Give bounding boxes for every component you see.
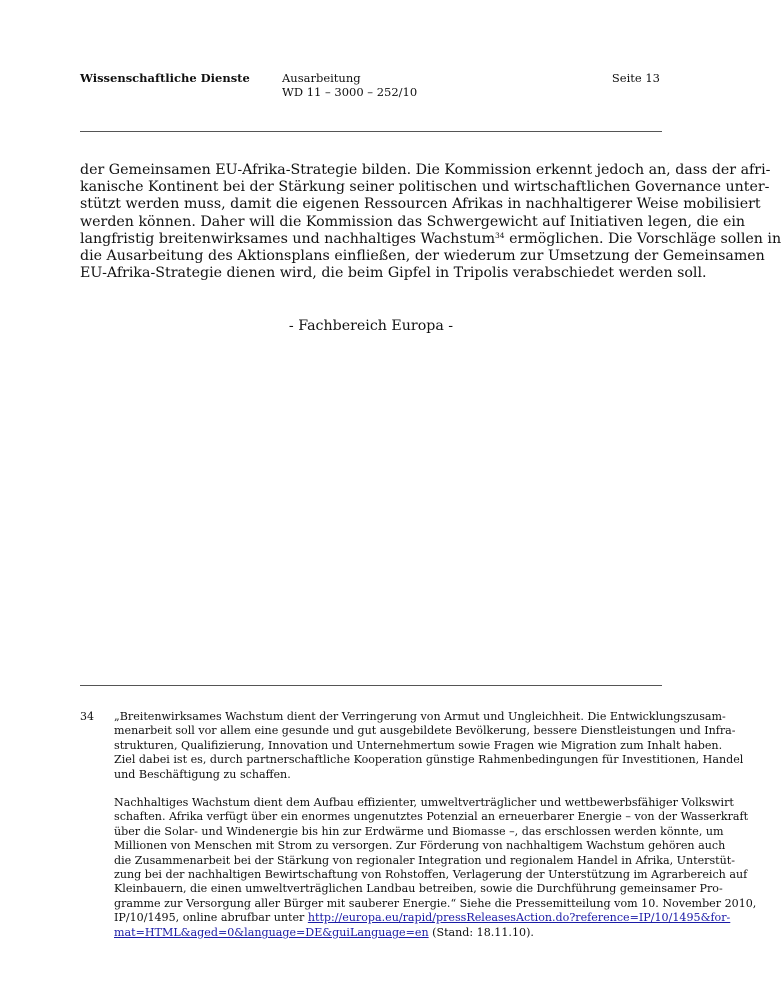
body-line: EU-Afrika-Strategie dienen wird, die beim Gipfel in Tripolis verabschiedet werden soll. bbox=[80, 265, 707, 282]
footnote-line: Kleinbauern, die einen umweltverträglichen Landbau betreiben, sowie die Durchführung gemeinsamer Pro- bbox=[114, 882, 723, 896]
header-divider bbox=[80, 131, 662, 132]
footnote-line: strukturen, Qualifizierung, Innovation und Unternehmertum sowie Fragen wie Migration zum Inhalt haben. bbox=[114, 738, 723, 752]
body-line: stützt werden muss, damit die eigenen Ressourcen Afrikas in nachhaltigerer Weise mobilisiert bbox=[80, 196, 761, 213]
body-line-text: ermöglichen. Die Vorschläge sollen in bbox=[504, 230, 781, 247]
header-doc-type: Ausarbeitung bbox=[282, 71, 361, 85]
footnote-line-with-link bbox=[114, 911, 731, 925]
body-line-text: langfristig breitenwirksames und nachhaltiges Wachstum bbox=[80, 230, 496, 247]
footnote-line: menarbeit soll vor allem eine gesunde und gut ausgebildete Bevölkerung, bessere Dienstleistungen und Infra- bbox=[114, 724, 736, 738]
footnote-line-with-link bbox=[114, 926, 662, 940]
body-line: kanische Kontinent bei der Stärkung seiner politischen und wirtschaftlichen Governance unter- bbox=[80, 179, 770, 196]
footnote-line: und Beschäftigung zu schaffen. bbox=[114, 767, 291, 781]
footnote-link-prefix: IP/10/1495, online abrufbar unter bbox=[114, 911, 308, 925]
press-release-link[interactable]: http://europa.eu/rapid/pressReleasesAction.do?reference=IP/10/1495&for- bbox=[307, 911, 731, 925]
footnote-text bbox=[114, 710, 757, 940]
footnote-line: Nachhaltiges Wachstum dient dem Aufbau effizienter, umweltverträglicher und wettbewerbsfähiger Volkswirt bbox=[114, 796, 734, 810]
footnote-divider bbox=[80, 685, 662, 686]
footnote-line: über die Solar- und Windenergie bis hin zur Erdwärme und Biomasse –, das erschlossen werden könnte, um bbox=[114, 824, 724, 838]
footnote-reference[interactable]: 34 bbox=[495, 230, 505, 240]
header-doc-number: WD 11 – 3000 – 252/10 bbox=[282, 85, 418, 99]
body-line: werden können. Daher will die Kommission das Schwergewicht auf Initiativen legen, die ein bbox=[80, 213, 746, 230]
paragraph-gap bbox=[114, 782, 662, 796]
closing-department: - Fachbereich Europa - bbox=[288, 318, 454, 334]
footnote-number: 34 bbox=[80, 710, 94, 723]
header-institution: Wissenschaftliche Dienste bbox=[80, 71, 250, 85]
footnote-line: zung bei der nachhaltigen Bewirtschaftung von Rohstoffen, Verlagerung der Unterstützung im Agrarbereich auf bbox=[114, 868, 748, 882]
press-release-link-continued[interactable]: mat=HTML&aged=0&language=DE&guiLanguage=en bbox=[114, 925, 429, 939]
footnote-line: Millionen von Menschen mit Strom zu versorgen. Zur Förderung von nachhaltigem Wachstum gehören auch bbox=[114, 839, 726, 853]
footnote-line: schaften. Afrika verfügt über ein enormes ungenutztes Potenzial an erneuerbarer Energie – von der Wasserkraft bbox=[114, 810, 749, 824]
body-paragraph bbox=[80, 162, 781, 282]
footnote-line: „Breitenwirksames Wachstum dient der Verringerung von Armut und Ungleichheit. Die Entwicklungszusam- bbox=[114, 710, 726, 723]
footnote-date-suffix: (Stand: 18.11.10). bbox=[428, 925, 534, 939]
body-line: die Ausarbeitung des Aktionsplans einfließen, der wiederum zur Umsetzung der Gemeinsamen bbox=[80, 248, 765, 265]
header-page-number: Seite 13 bbox=[611, 71, 660, 85]
body-line: der Gemeinsamen EU-Afrika-Strategie bilden. Die Kommission erkennt jedoch an, dass der afri- bbox=[80, 162, 771, 178]
footnote-line: die Zusammenarbeit bei der Stärkung von regionaler Integration und regionalem Handel in Afrika, Unterstüt- bbox=[114, 853, 735, 867]
body-line-with-footnote bbox=[80, 230, 781, 248]
footnote-line: Ziel dabei ist es, durch partnerschaftliche Kooperation günstige Rahmenbedingungen für Investitionen, Handel bbox=[114, 753, 744, 767]
header-doc-info bbox=[282, 71, 417, 99]
footnote-line: gramme zur Versorgung aller Bürger mit sauberer Energie.“ Siehe die Pressemitteilung vom 10. November 2010, bbox=[114, 896, 757, 910]
